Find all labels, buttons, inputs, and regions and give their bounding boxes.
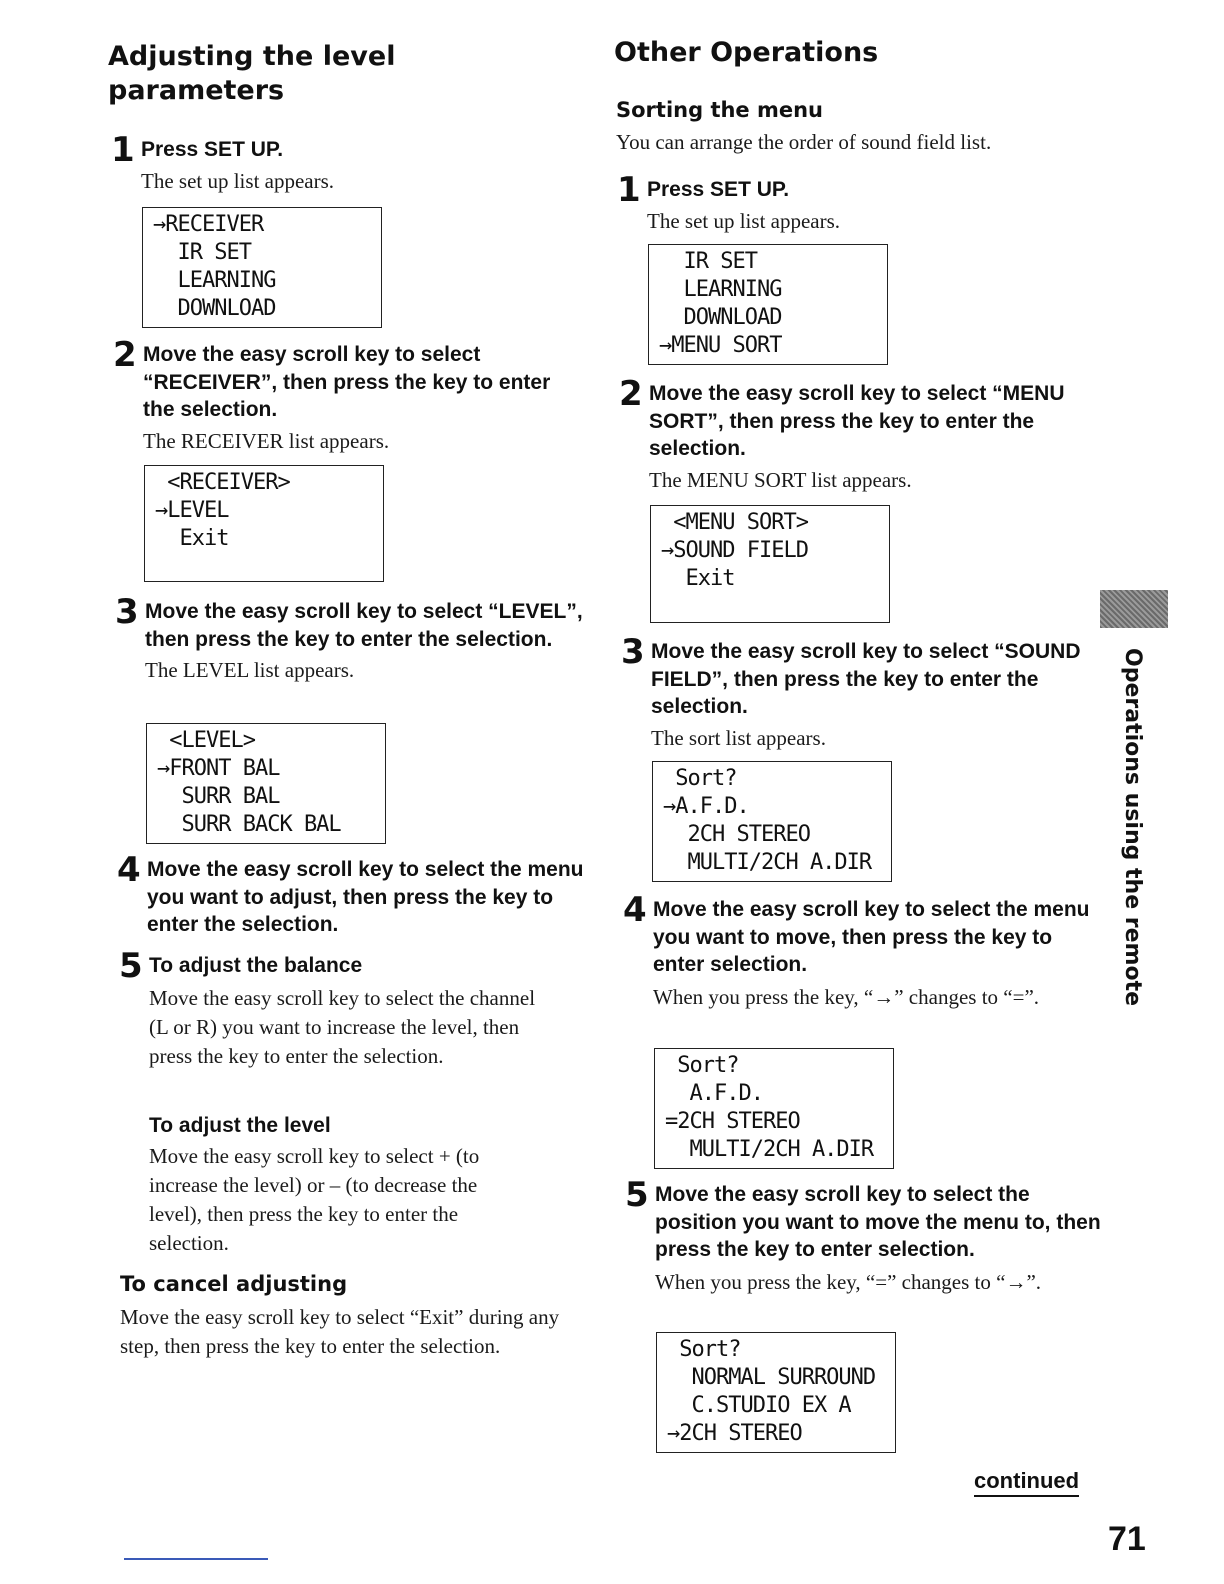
lcd-display [654, 1048, 894, 1169]
step-body: Move the easy scroll key to select the channel (L or R) you want to increase the level, then press the key to enter the selection. [149, 985, 536, 1068]
lcd-line: Sort? [665, 1053, 739, 1078]
step-2 [110, 335, 563, 456]
step-title: To adjust the balance [149, 954, 363, 977]
subsection-title: To adjust the level [149, 1114, 331, 1137]
step-number: 4 [623, 890, 647, 930]
step-body: When you press the key, “→” changes to “=”. [653, 984, 1040, 1009]
page-number: 71 [1108, 1520, 1146, 1558]
step-title: Move the easy scroll key to select “MENU SORT”, then press the key to enter the selection. [649, 382, 1065, 460]
cancel-title: To cancel adjusting [120, 1272, 348, 1296]
step-number: 2 [113, 335, 137, 375]
step-5 [622, 1175, 1105, 1297]
step-number: 1 [617, 170, 641, 210]
lcd-display [146, 723, 386, 844]
lcd-display [650, 505, 890, 623]
step-body: The RECEIVER list appears. [143, 428, 390, 453]
step-title: Move the easy scroll key to select “RECEIVER”, then press the key to enter the selection. [143, 343, 551, 421]
lcd-line: Sort? [663, 766, 737, 791]
step-title: Move the easy scroll key to select the menu you want to adjust, then press the key to enter the selection. [147, 858, 584, 936]
step-title: Move the easy scroll key to select “SOUND FIELD”, then press the key to enter the selection. [651, 640, 1081, 718]
step-1 [108, 130, 581, 196]
lcd-line: MULTI/2CH A.DIR [663, 850, 872, 875]
lcd-display [656, 1332, 896, 1453]
step-number: 1 [111, 130, 135, 170]
step-number: 5 [119, 946, 143, 986]
lcd-line: NORMAL SURROUND [667, 1365, 876, 1390]
lcd-line: Exit [661, 566, 735, 591]
chapter-tab-label: Operations using the remote [1120, 648, 1145, 1007]
step-title: Press SET UP. [141, 138, 284, 161]
lcd-line: →LEVEL [155, 498, 229, 523]
step-body: The sort list appears. [651, 725, 826, 750]
lcd-line: →A.F.D. [663, 794, 749, 819]
footer-rule [124, 1558, 268, 1560]
lcd-display [142, 207, 382, 328]
section-title: Other Operations [614, 37, 879, 68]
lcd-line: →RECEIVER [153, 212, 264, 237]
step-body: The set up list appears. [647, 208, 841, 233]
continued-label: continued [974, 1468, 1079, 1497]
lcd-display [144, 465, 384, 582]
lcd-line: Sort? [667, 1337, 741, 1362]
lcd-line: SURR BACK BAL [157, 812, 341, 837]
step-body: When you press the key, “=” changes to “→”. [655, 1269, 1042, 1294]
lcd-line: MULTI/2CH A.DIR [665, 1137, 874, 1162]
step-body: The set up list appears. [141, 168, 335, 193]
lcd-line: →SOUND FIELD [661, 538, 808, 563]
step-2 [616, 374, 1089, 495]
step-3 [618, 632, 1091, 753]
lcd-line: →FRONT BAL [157, 756, 280, 781]
lcd-display [652, 761, 892, 882]
step-5 [116, 946, 589, 1071]
lcd-line: →MENU SORT [659, 333, 782, 358]
step-number: 2 [619, 374, 643, 414]
lcd-line: Exit [155, 526, 229, 551]
step-1 [614, 170, 1087, 236]
section-title: Adjusting the level parameters [108, 41, 396, 106]
lcd-line: A.F.D. [665, 1081, 763, 1106]
subsection-title: Sorting the menu [616, 98, 824, 122]
step-title: Move the easy scroll key to select the menu you want to move, then press the key to enter selection. [653, 898, 1090, 976]
step-3 [112, 592, 585, 685]
cancel-body: Move the easy scroll key to select “Exit” during any step, then press the key to enter the selection. [120, 1305, 560, 1358]
lcd-line: <MENU SORT> [661, 510, 808, 535]
step-body: The MENU SORT list appears. [649, 467, 912, 492]
lcd-line: LEARNING [659, 277, 782, 302]
step-body: The LEVEL list appears. [145, 658, 355, 682]
subsection-body: Move the easy scroll key to select + (to increase the level) or – (to decrease the level), then press the key to enter the selection. [149, 1144, 480, 1255]
chapter-tab-marker [1100, 590, 1168, 628]
lcd-line: →2CH STEREO [667, 1421, 802, 1446]
step-number: 3 [115, 592, 139, 632]
step-number: 3 [621, 632, 645, 672]
lcd-line: <RECEIVER> [155, 470, 290, 495]
step-4 [114, 850, 587, 939]
lcd-line: SURR BAL [157, 784, 280, 809]
lcd-line: C.STUDIO EX A [667, 1393, 851, 1418]
intro-text: You can arrange the order of sound field list. [616, 130, 992, 154]
step-number: 5 [625, 1175, 649, 1215]
lcd-line: =2CH STEREO [665, 1109, 800, 1134]
step-4 [620, 890, 1103, 1012]
lcd-line: <LEVEL> [157, 728, 255, 753]
lcd-line: 2CH STEREO [663, 822, 810, 847]
step-title: Move the easy scroll key to select the position you want to move the menu to, then press the key to enter selection. [655, 1183, 1101, 1261]
lcd-line: IR SET [153, 240, 251, 265]
lcd-line: IR SET [659, 249, 757, 274]
step-title: Move the easy scroll key to select “LEVEL”, then press the key to enter the selection. [145, 600, 583, 651]
step-title: Press SET UP. [647, 178, 790, 201]
lcd-line: DOWNLOAD [153, 296, 276, 321]
lcd-display [648, 244, 888, 365]
lcd-line: DOWNLOAD [659, 305, 782, 330]
step-number: 4 [117, 850, 141, 890]
lcd-line: LEARNING [153, 268, 276, 293]
